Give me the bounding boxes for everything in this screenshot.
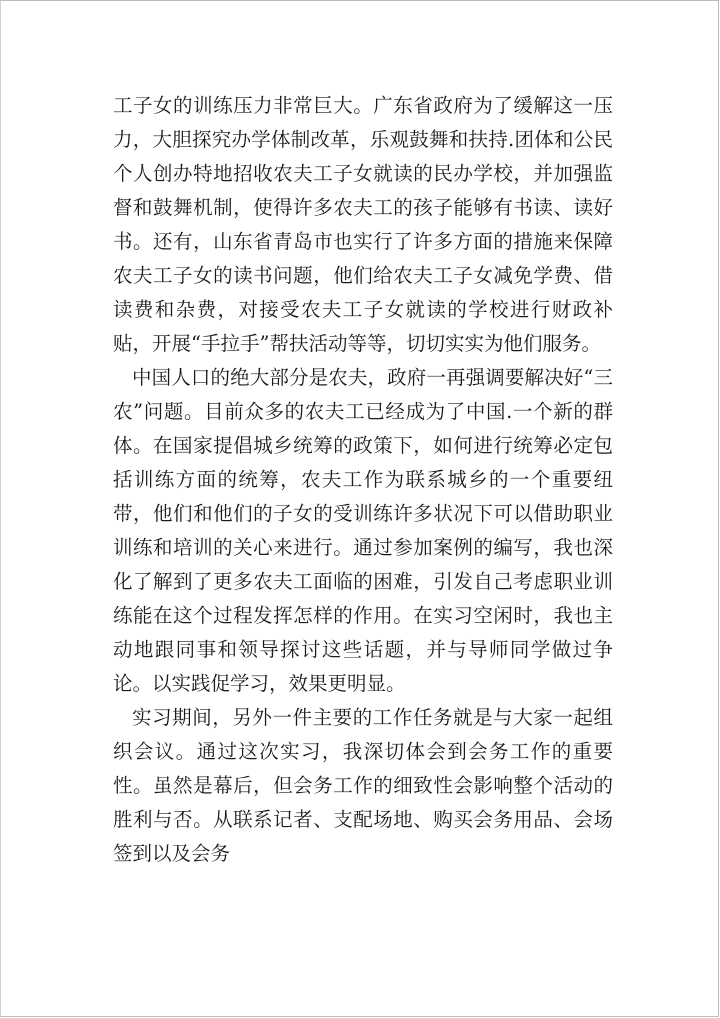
paragraph-3: 实习期间，另外一件主要的工作任务就是与大家一起组织会议。通过这次实习，我深切体会到会务工作的重要性。虽然是幕后，但会务工作的细致性会影响整个活动的胜利与否。从联系记者、支配场地、购买会务用品、会场签到以及会务 bbox=[113, 706, 613, 865]
paragraph-2: 中国人口的绝大部分是农夫，政府一再强调要解决好“三农”问题。目前众多的农夫工已经成为了中国.一个新的群体。在国家提倡城乡统筹的政策下，如何进行统筹必定包括训练方面的统筹，农夫工作为联系城乡的一个重要纽带，他们和他们的子女的受训练许多状况下可以借助职业训练和培训的关心来进行。通过参加案例的编写，我也深化了解到了更多农夫工面临的困难，引发自己考虑职业训练能在这个过程发挥怎样的作用。在实习空闲时，我也主动地跟同事和领导探讨这些话题，并与导师同学做过争论。以实践促学习，效果更明显。 bbox=[113, 366, 613, 695]
paragraph-1: 工子女的训练压力非常巨大。广东省政府为了缓解这一压力，大胆探究办学体制改革，乐观鼓舞和扶持.团体和公民个人创办特地招收农夫工子女就读的民办学校，并加强监督和鼓舞机制，使得许多农夫工的孩子能够有书读、读好书。还有，山东省青岛市也实行了许多方面的措施来保障农夫工子女的读书问题，他们给农夫工子女减免学费、借读费和杂费，对接受农夫工子女就读的学校进行财政补贴，开展“手拉手”帮扶活动等等，切切实实为他们服务。 bbox=[113, 94, 613, 355]
document-body bbox=[113, 89, 613, 871]
